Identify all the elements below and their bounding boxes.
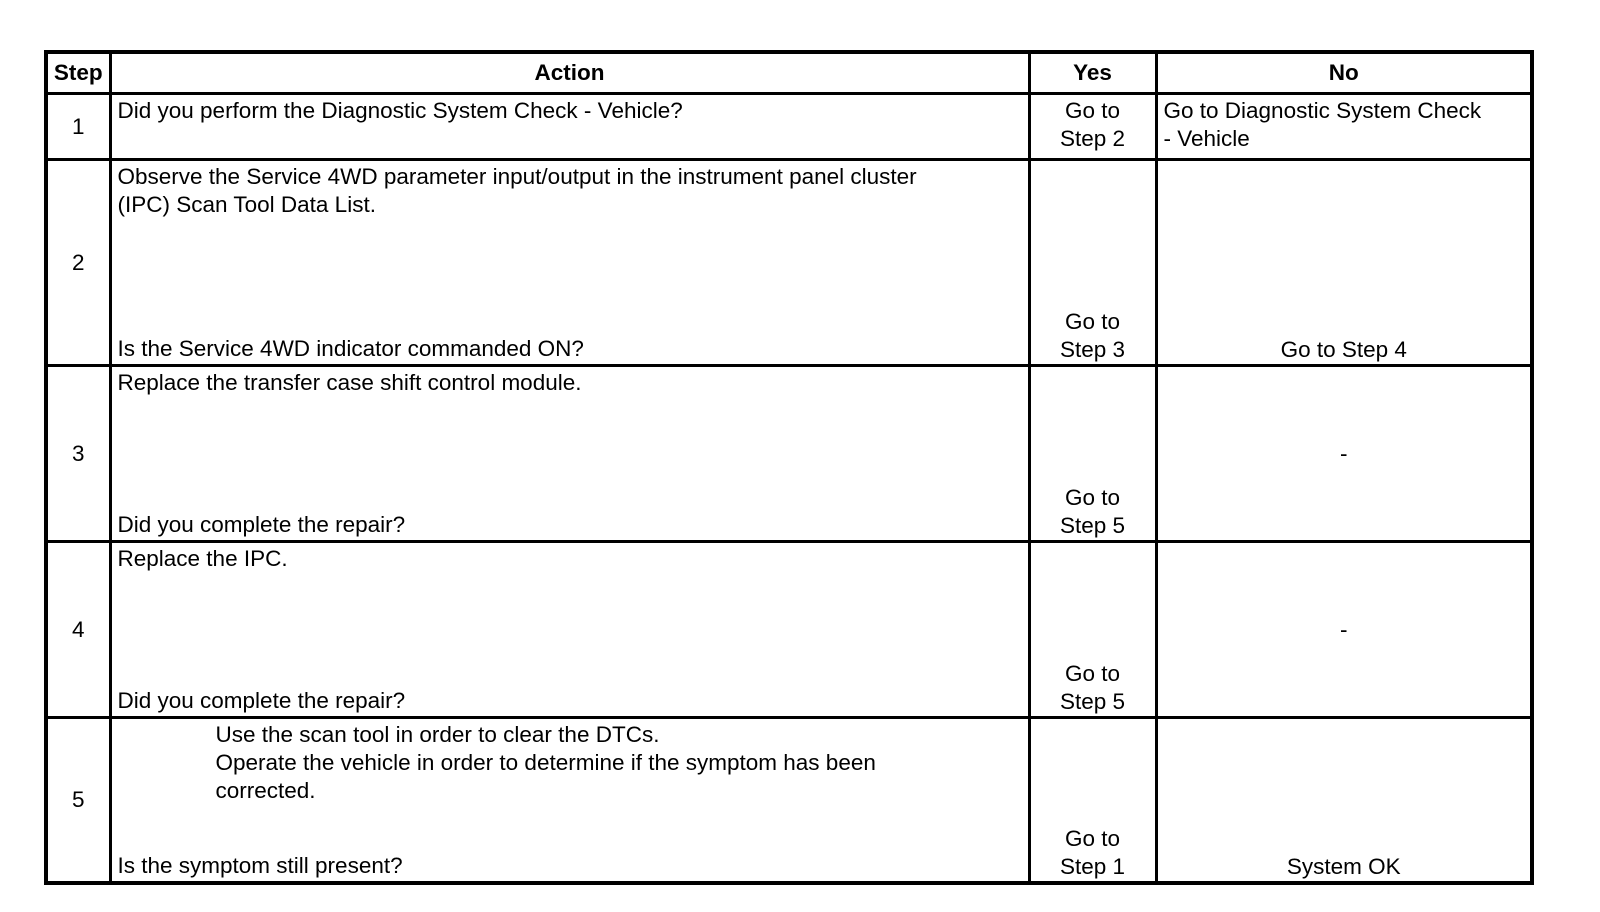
table-row bbox=[46, 718, 1532, 884]
table-row bbox=[46, 366, 1532, 542]
table-row bbox=[46, 94, 1532, 160]
action-cell bbox=[110, 542, 1029, 718]
action-text: Replace the IPC. bbox=[117, 546, 288, 571]
step-number: 5 bbox=[46, 718, 110, 884]
yes-text: Go to bbox=[1064, 661, 1121, 686]
action-text: (IPC) Scan Tool Data List. bbox=[117, 192, 376, 217]
header-yes: Yes bbox=[1029, 52, 1156, 94]
yes-cell bbox=[1029, 366, 1156, 542]
yes-cell bbox=[1029, 542, 1156, 718]
step-number: 1 bbox=[46, 94, 110, 160]
action-question: Is the symptom still present? bbox=[117, 853, 403, 878]
yes-text: Step 3 bbox=[1059, 337, 1126, 362]
table-row bbox=[46, 542, 1532, 718]
yes-text: Go to bbox=[1064, 826, 1121, 851]
yes-text: Go to bbox=[1064, 309, 1121, 334]
action-text: corrected. bbox=[215, 778, 316, 803]
yes-text: Go to bbox=[1064, 485, 1121, 510]
action-text: Replace the transfer case shift control module. bbox=[117, 370, 582, 395]
table-row bbox=[46, 160, 1532, 366]
no-cell bbox=[1156, 542, 1532, 718]
no-cell bbox=[1156, 718, 1532, 884]
yes-text: Step 2 bbox=[1059, 126, 1126, 151]
no-cell bbox=[1156, 160, 1532, 366]
action-cell bbox=[110, 94, 1029, 160]
step-number: 2 bbox=[46, 160, 110, 366]
step-number: 4 bbox=[46, 542, 110, 718]
no-text: Go to Diagnostic System Check bbox=[1163, 98, 1482, 123]
header-step: Step bbox=[46, 52, 110, 94]
header-no: No bbox=[1156, 52, 1532, 94]
yes-cell bbox=[1029, 94, 1156, 160]
yes-text: Step 1 bbox=[1059, 854, 1126, 879]
header-action: Action bbox=[110, 52, 1029, 94]
yes-text: Go to bbox=[1064, 98, 1121, 123]
yes-cell bbox=[1029, 160, 1156, 366]
no-text: - bbox=[1340, 616, 1348, 642]
action-text: Use the scan tool in order to clear the DTCs. bbox=[215, 722, 660, 747]
step-number: 3 bbox=[46, 366, 110, 542]
action-cell bbox=[110, 718, 1029, 884]
action-question: Did you complete the repair? bbox=[117, 512, 406, 537]
no-text: System OK bbox=[1286, 854, 1401, 879]
yes-cell bbox=[1029, 718, 1156, 884]
no-text: Go to Step 4 bbox=[1280, 337, 1407, 362]
yes-text: Step 5 bbox=[1059, 689, 1126, 714]
no-cell bbox=[1156, 94, 1532, 160]
no-cell bbox=[1156, 366, 1532, 542]
no-text: - bbox=[1340, 440, 1348, 466]
action-text: Operate the vehicle in order to determine if the symptom has been bbox=[215, 750, 876, 775]
header-row bbox=[46, 52, 1532, 94]
action-question: Is the Service 4WD indicator commanded ON? bbox=[117, 336, 584, 361]
action-text: Observe the Service 4WD parameter input/output in the instrument panel cluster bbox=[117, 164, 917, 189]
action-text: Did you perform the Diagnostic System Check - Vehicle? bbox=[117, 98, 683, 123]
diagnostic-table bbox=[44, 50, 1534, 885]
action-question: Did you complete the repair? bbox=[117, 688, 406, 713]
no-text: - Vehicle bbox=[1163, 126, 1250, 151]
action-cell bbox=[110, 366, 1029, 542]
action-cell bbox=[110, 160, 1029, 366]
yes-text: Step 5 bbox=[1059, 513, 1126, 538]
